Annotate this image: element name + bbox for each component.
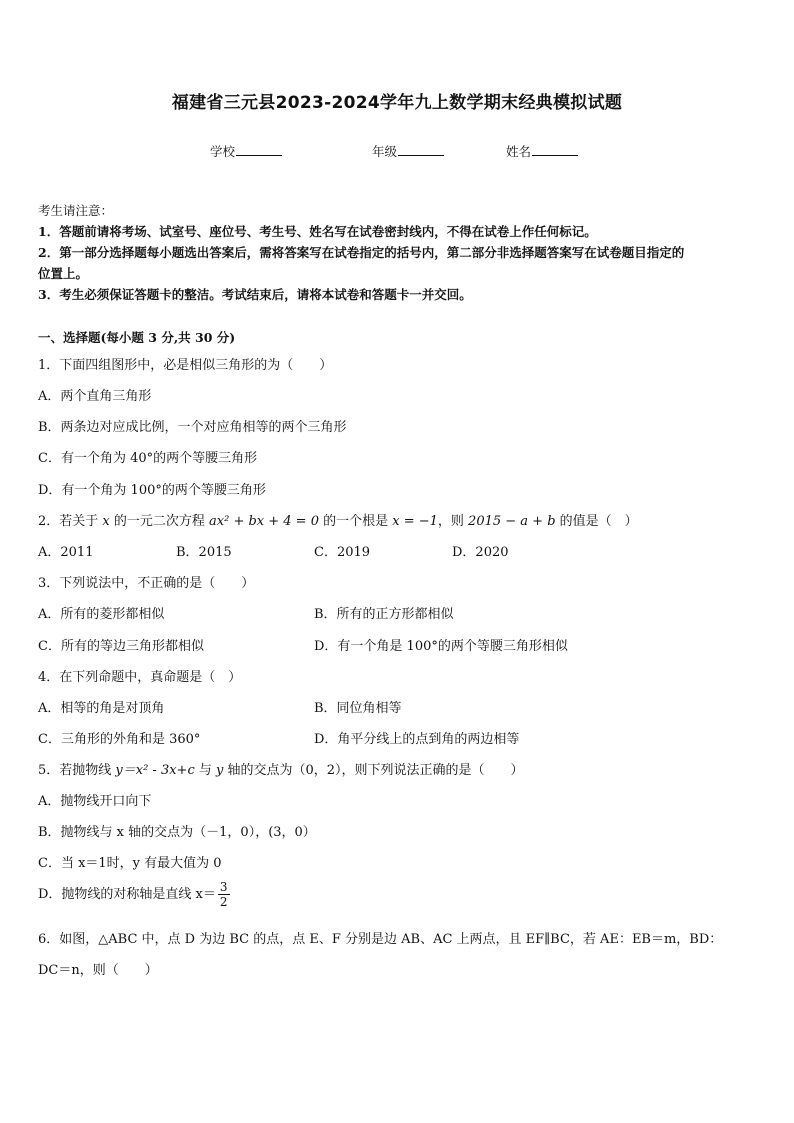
notice-item-1: 1．答题前请将考场、试室号、座位号、考生号、姓名写在试卷密封线内，不得在试卷上作任何标记。 <box>38 224 597 239</box>
q1-stem: 1．下面四组图形中，必是相似三角形的为（ ） <box>38 358 333 373</box>
notice-block <box>38 200 760 305</box>
q4-option-a: A．相等的角是对顶角 <box>38 701 165 716</box>
notice-item-2-cont: 位置上。 <box>38 266 89 281</box>
school-field[interactable] <box>210 142 282 160</box>
q2-var-x: x <box>102 514 110 529</box>
q5-text-2: 与 <box>194 763 216 778</box>
name-field[interactable] <box>506 142 578 160</box>
q4-option-b: B．同位角相等 <box>314 701 402 716</box>
name-label: 姓名 <box>506 144 532 159</box>
q5-fraction-numerator: 3 <box>219 880 228 894</box>
notice-item-3: 3．考生必须保证答题卡的整洁。考试结束后，请将本试卷和答题卡一并交回。 <box>38 287 472 302</box>
q1-option-a: A．两个直角三角形 <box>38 389 152 404</box>
q5-var-y: y <box>216 763 224 778</box>
q2-text-2: 的一元二次方程 <box>109 514 210 529</box>
q2-text-3: 的一个根是 <box>318 514 393 529</box>
q2-text-5: 的值是（ ） <box>555 514 638 529</box>
q5-option-b: B．抛物线与 x 轴的交点为（－1，0），(3，0） <box>38 825 316 840</box>
q5-fraction <box>218 880 230 909</box>
q6-stem-line1: 6．如图，△ABC 中，点 D 为边 BC 的点，点 E、F 分别是边 AB、AC 上两点，且 EF∥BC，若 AE：EB＝m，BD： <box>38 932 723 947</box>
q5-option-d <box>38 880 230 909</box>
q2-option-d: D．2020 <box>452 545 509 560</box>
notice-heading: 考生请注意： <box>38 203 114 218</box>
q5-option-a: A．抛物线开口向下 <box>38 794 152 809</box>
q3-option-d: D．有一个角是 100°的两个等腰三角形相似 <box>314 639 568 654</box>
q5-equation: y＝x² - 3x+c <box>115 763 195 778</box>
grade-blank[interactable] <box>398 143 444 156</box>
q2-option-c: C．2019 <box>314 545 371 560</box>
q2-stem <box>38 510 638 529</box>
q1-option-b: B．两条边对应成比例，一个对应角相等的两个三角形 <box>38 420 347 435</box>
q6-stem-line2: DC＝n，则（ ） <box>38 963 158 978</box>
q4-option-c: C．三角形的外角和是 360° <box>38 732 201 747</box>
name-blank[interactable] <box>532 143 578 156</box>
q5-option-c: C．当 x＝1时，y 有最大值为 0 <box>38 856 222 871</box>
q4-stem: 4．在下列命题中，真命题是（ ） <box>38 670 242 685</box>
school-label: 学校 <box>210 144 236 159</box>
q5-text-1: 5．若抛物线 <box>38 763 116 778</box>
grade-label: 年级 <box>372 144 398 159</box>
q1-option-c: C．有一个角为 40°的两个等腰三角形 <box>38 451 258 466</box>
q4-option-d: D．角平分线上的点到角的两边相等 <box>314 732 520 747</box>
section-heading: 一、选择题(每小题 3 分,共 30 分) <box>38 330 236 345</box>
q2-option-a: A．2011 <box>38 545 94 560</box>
q5-text-3: 轴的交点为（0，2），则下列说法正确的是（ ） <box>223 763 524 778</box>
q3-option-a: A．所有的菱形都相似 <box>38 607 165 622</box>
q2-equation: ax² + bx + 4 = 0 <box>209 514 319 529</box>
q2-root: x = −1 <box>392 514 438 529</box>
q5-stem <box>38 759 524 778</box>
q2-text-1: 2．若关于 <box>38 514 103 529</box>
q1-option-d: D．有一个角为 100°的两个等腰三角形 <box>38 483 266 498</box>
grade-field[interactable] <box>372 142 444 160</box>
q2-expression: 2015 − a + b <box>468 514 556 529</box>
q2-text-4: ，则 <box>437 514 469 529</box>
school-blank[interactable] <box>236 143 282 156</box>
student-info-row <box>0 142 794 162</box>
q2-option-b: B．2015 <box>176 545 232 560</box>
q5-option-d-text: D．抛物线的对称轴是直线 x＝ <box>38 887 216 902</box>
q5-fraction-denominator: 2 <box>219 895 228 909</box>
notice-item-2: 2．第一部分选择题每小题选出答案后，需将答案写在试卷指定的括号内，第二部分非选择题答案写在试卷题目指定的 <box>38 245 685 260</box>
q3-stem: 3．下列说法中，不正确的是（ ） <box>38 576 255 591</box>
q3-option-b: B．所有的正方形都相似 <box>314 607 454 622</box>
exam-title: 福建省三元县2023-2024学年九上数学期末经典模拟试题 <box>171 93 623 113</box>
q3-option-c: C．所有的等边三角形都相似 <box>38 639 204 654</box>
